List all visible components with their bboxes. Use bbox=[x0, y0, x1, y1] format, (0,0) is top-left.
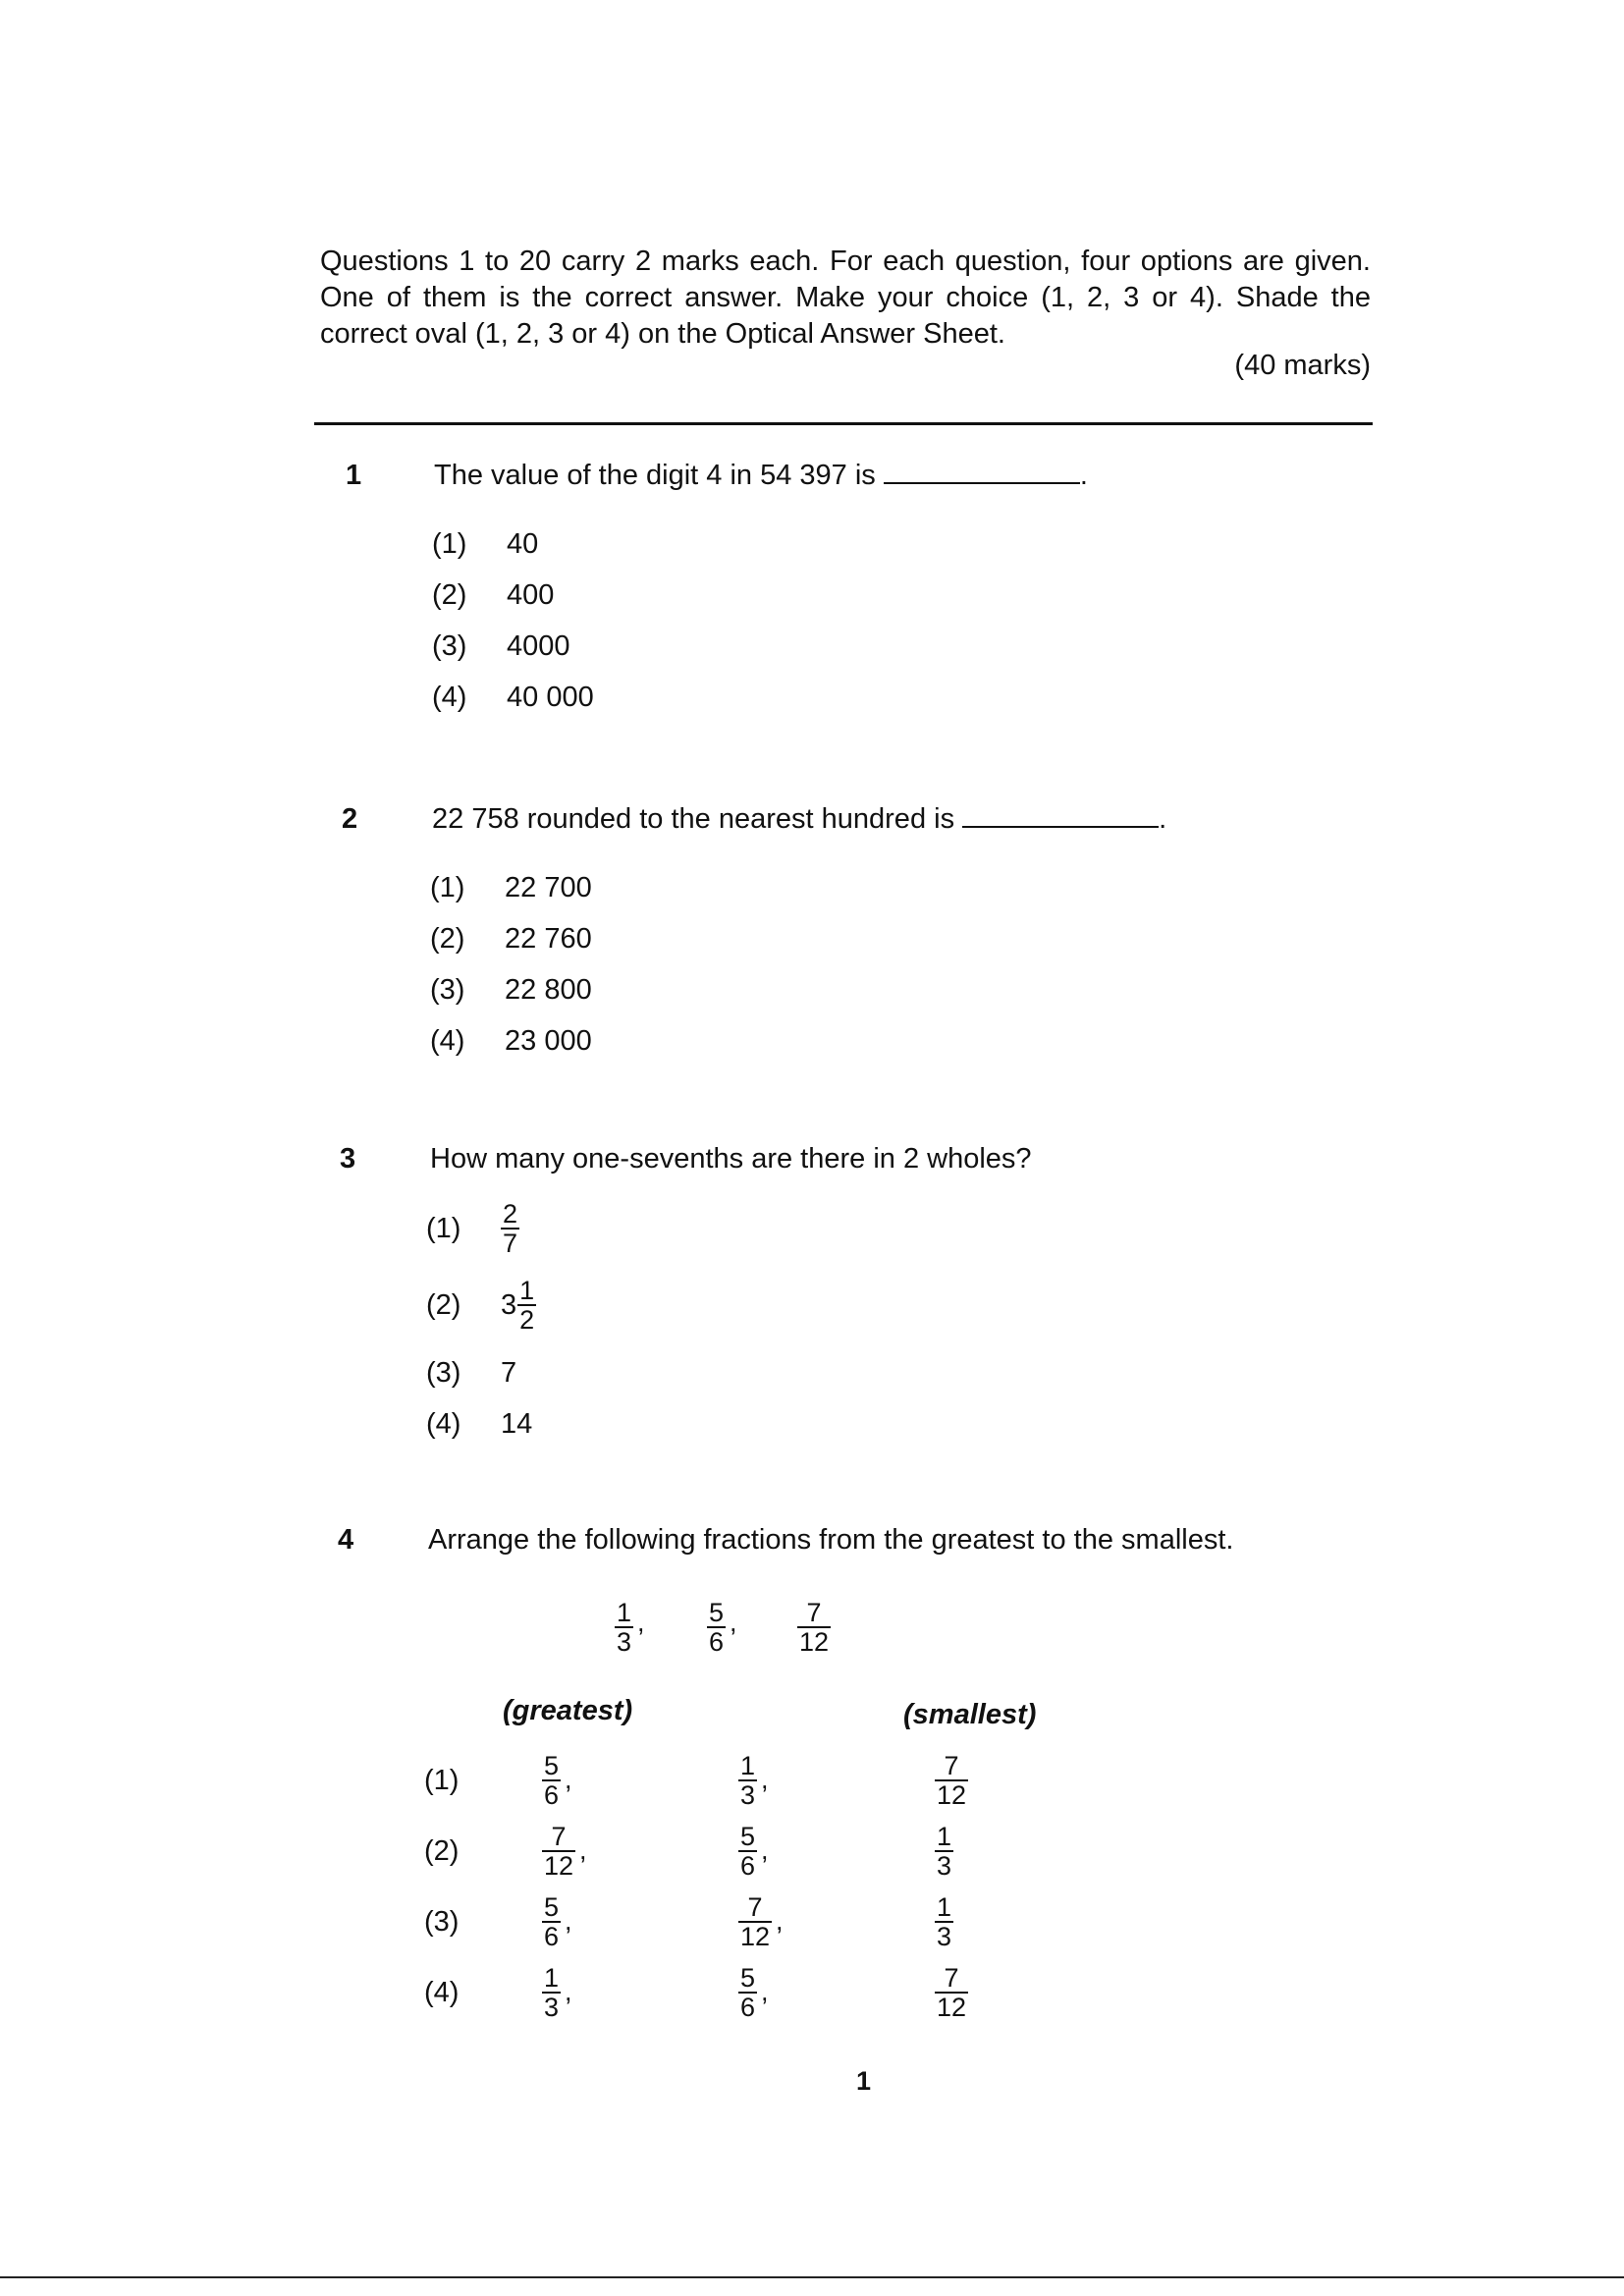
fraction bbox=[542, 1893, 561, 1950]
numerator: 7 bbox=[747, 1892, 763, 1922]
denominator: 12 bbox=[740, 1922, 771, 1951]
question-3-text: How many one-sevenths are there in 2 wholes? bbox=[430, 1143, 1032, 1175]
numerator: 1 bbox=[937, 1822, 952, 1851]
numerator: 5 bbox=[544, 1892, 560, 1922]
numerator: 5 bbox=[740, 1822, 756, 1851]
fraction bbox=[542, 1964, 561, 2021]
option-value: 22 700 bbox=[505, 872, 592, 903]
option-label: (3) bbox=[424, 1905, 460, 1938]
option-label: (1) bbox=[426, 1212, 461, 1244]
header-greatest: (greatest) bbox=[503, 1695, 633, 1726]
question-4-option-4 bbox=[424, 1964, 968, 2021]
question-2-text: 22 758 rounded to the nearest hundred is . bbox=[432, 803, 1167, 835]
numerator: 5 bbox=[709, 1598, 725, 1627]
denominator: 12 bbox=[937, 1780, 967, 1810]
whole-part: 3 bbox=[501, 1288, 517, 1321]
numerator: 7 bbox=[551, 1822, 567, 1851]
question-4-number: 4 bbox=[338, 1524, 354, 1556]
denominator: 3 bbox=[740, 1780, 756, 1810]
denominator: 6 bbox=[544, 1922, 560, 1951]
option-label: (2) bbox=[432, 579, 467, 611]
fraction-slot-1: $\frac{5}{6}$ , bbox=[544, 1892, 572, 1951]
fraction bbox=[517, 1277, 536, 1334]
denominator: 3 bbox=[544, 1993, 560, 2022]
denominator: 3 bbox=[937, 1922, 952, 1951]
question-4-option-3 bbox=[424, 1893, 953, 1950]
numerator: 5 bbox=[740, 1963, 756, 1993]
denominator: 12 bbox=[937, 1993, 967, 2022]
given-fraction-1: $\frac{1}{3}$ , bbox=[617, 1598, 645, 1657]
fraction bbox=[935, 1823, 953, 1880]
numerator: 5 bbox=[544, 1751, 560, 1780]
numerator: 1 bbox=[740, 1751, 756, 1780]
question-1-stem: The value of the digit 4 in 54 397 is bbox=[434, 460, 876, 491]
numerator: 1 bbox=[544, 1963, 560, 1993]
fraction bbox=[935, 1964, 968, 2021]
fraction bbox=[935, 1893, 953, 1950]
given-fraction-2: $\frac{5}{6}$ , bbox=[709, 1598, 737, 1657]
fraction bbox=[707, 1599, 726, 1656]
question-4-text: Arrange the following fractions from the greatest to the smallest. bbox=[428, 1524, 1234, 1556]
page-number: 1 bbox=[856, 2066, 872, 2096]
fraction-slot-3 bbox=[935, 1752, 968, 1809]
denominator: 6 bbox=[544, 1780, 560, 1810]
fraction bbox=[738, 1823, 757, 1880]
fraction bbox=[797, 1599, 831, 1656]
option-label: (1) bbox=[432, 528, 467, 560]
header-smallest: (smallest) bbox=[903, 1699, 1037, 1730]
divider-line bbox=[314, 422, 1373, 425]
numerator: 1 bbox=[937, 1892, 952, 1922]
answer-blank bbox=[884, 461, 1080, 484]
numerator: 7 bbox=[944, 1751, 959, 1780]
denominator: 6 bbox=[740, 1993, 756, 2022]
option-value: 40 bbox=[507, 528, 539, 560]
mixed-number bbox=[501, 1277, 536, 1334]
question-4-option-2 bbox=[424, 1823, 953, 1880]
denominator: 3 bbox=[937, 1851, 952, 1881]
fraction-slot-1: $\frac{1}{3}$ , bbox=[544, 1963, 572, 2022]
question-2-option-3 bbox=[430, 974, 592, 1007]
fraction-slot-2: $\frac{5}{6}$ , bbox=[740, 1822, 769, 1881]
option-label: (3) bbox=[432, 630, 467, 662]
numerator: 7 bbox=[806, 1598, 822, 1627]
fraction-slot-2: $\frac{1}{3}$ , bbox=[740, 1751, 769, 1810]
fraction-slot-3 bbox=[935, 1823, 953, 1880]
question-3-option-3 bbox=[426, 1357, 516, 1390]
denominator: 12 bbox=[799, 1627, 830, 1657]
question-3-option-2 bbox=[426, 1277, 536, 1334]
bottom-edge-line bbox=[0, 2276, 1624, 2278]
question-3-option-1 bbox=[426, 1200, 519, 1257]
instructions: Questions 1 to 20 carry 2 marks each. For each question, four options are given. One of them is the correct answer. Make your choice (1, 2, 3 or 4). Shade the correct oval (1, 2, 3 or 4) on the Optical Answer Sheet. bbox=[320, 246, 1371, 350]
option-label: (2) bbox=[426, 1288, 461, 1321]
question-2-number: 2 bbox=[342, 803, 358, 835]
fraction bbox=[935, 1752, 968, 1809]
question-1-option-2 bbox=[432, 579, 554, 612]
numerator: 1 bbox=[617, 1598, 632, 1627]
option-label: (1) bbox=[430, 872, 465, 903]
option-value: 40 000 bbox=[507, 682, 594, 713]
option-label: (4) bbox=[424, 1976, 460, 2008]
fraction-slot-2: $\frac{7}{12}$ , bbox=[740, 1892, 784, 1951]
numerator: 2 bbox=[503, 1199, 518, 1229]
question-1-option-3 bbox=[432, 630, 570, 663]
option-label: (1) bbox=[424, 1764, 460, 1796]
fraction bbox=[738, 1752, 757, 1809]
denominator: 7 bbox=[503, 1229, 518, 1258]
answer-blank bbox=[962, 804, 1159, 828]
option-label: (4) bbox=[430, 1025, 465, 1057]
question-3-number: 3 bbox=[340, 1143, 356, 1175]
question-2-option-4 bbox=[430, 1025, 592, 1058]
denominator: 6 bbox=[709, 1627, 725, 1657]
question-1-text: The value of the digit 4 in 54 397 is . bbox=[434, 460, 1088, 491]
fraction-slot-1: $\frac{5}{6}$ , bbox=[544, 1751, 572, 1810]
fraction bbox=[615, 1599, 633, 1656]
fraction bbox=[542, 1752, 561, 1809]
option-value: 14 bbox=[501, 1408, 533, 1440]
fraction bbox=[501, 1200, 519, 1257]
option-value: 4000 bbox=[507, 630, 570, 662]
given-fraction-3 bbox=[797, 1599, 831, 1656]
numerator: 1 bbox=[519, 1276, 535, 1305]
fraction-slot-1: $\frac{7}{12}$ , bbox=[544, 1822, 587, 1881]
option-label: (3) bbox=[426, 1357, 461, 1389]
question-2-stem: 22 758 rounded to the nearest hundred is bbox=[432, 803, 955, 835]
denominator: 2 bbox=[519, 1305, 535, 1335]
option-value: 23 000 bbox=[505, 1025, 592, 1057]
numerator: 7 bbox=[944, 1963, 959, 1993]
question-1-number: 1 bbox=[346, 460, 362, 491]
option-label: (4) bbox=[426, 1408, 461, 1440]
total-marks: (40 marks) bbox=[1234, 350, 1371, 381]
question-4-option-1 bbox=[424, 1752, 968, 1809]
question-1-option-1 bbox=[432, 528, 538, 561]
fraction bbox=[542, 1823, 575, 1880]
question-1-option-4 bbox=[432, 682, 594, 714]
option-value: 400 bbox=[507, 579, 555, 611]
denominator: 12 bbox=[544, 1851, 574, 1881]
fraction-slot-3 bbox=[935, 1893, 953, 1950]
fraction-slot-2: $\frac{5}{6}$ , bbox=[740, 1963, 769, 2022]
fraction bbox=[738, 1964, 757, 2021]
option-value: 7 bbox=[501, 1357, 517, 1389]
denominator: 3 bbox=[617, 1627, 632, 1657]
fraction-slot-3 bbox=[935, 1964, 968, 2021]
fraction bbox=[738, 1893, 772, 1950]
option-value: 22 800 bbox=[505, 974, 592, 1006]
denominator: 6 bbox=[740, 1851, 756, 1881]
option-label: (4) bbox=[432, 682, 467, 713]
question-2-option-1 bbox=[430, 872, 592, 904]
question-3-option-4 bbox=[426, 1408, 532, 1441]
question-2-option-2 bbox=[430, 923, 592, 956]
option-label: (2) bbox=[430, 923, 465, 955]
option-label: (3) bbox=[430, 974, 465, 1006]
option-value: 22 760 bbox=[505, 923, 592, 955]
option-label: (2) bbox=[424, 1834, 460, 1867]
